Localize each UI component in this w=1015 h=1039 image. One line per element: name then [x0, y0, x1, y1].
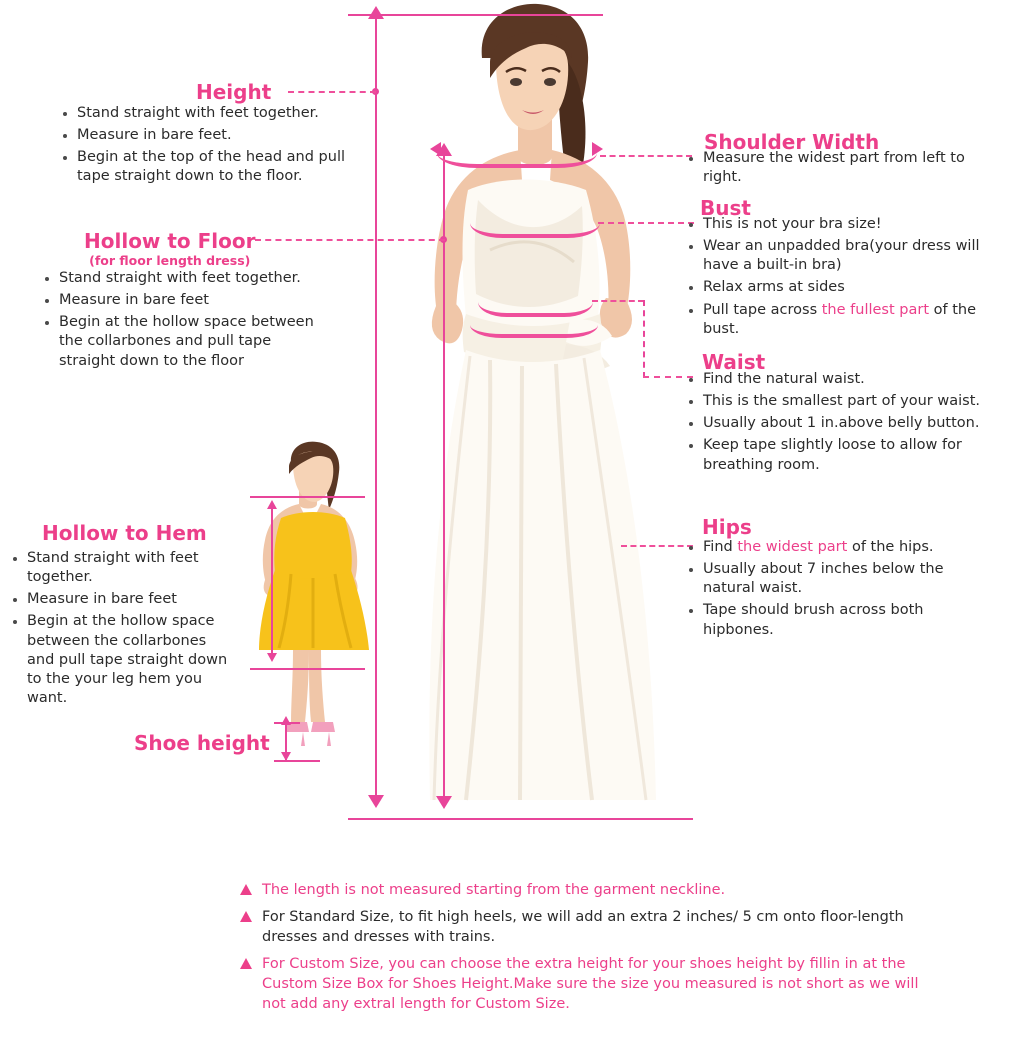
list-item-bust-fullest [688, 301, 1008, 339]
list-item: Usually about 7 inches below the natural waist. [688, 560, 998, 598]
list-item: Keep tape slightly loose to allow for breathing room. [688, 436, 988, 474]
list-item: Stand straight with feet together. [44, 269, 329, 288]
shoulder-width-arrow-left-icon [430, 142, 441, 156]
shoulder-width-bullets [688, 149, 1008, 190]
warning-triangle-icon [240, 884, 252, 895]
shoulder-width-title: Shoulder Width [704, 130, 880, 154]
hollow-to-floor-arrow-down-icon [436, 796, 452, 809]
list-item: Measure in bare feet. [62, 126, 352, 145]
footnote-2 [240, 907, 940, 947]
hips-callout-line [621, 545, 693, 547]
bust-bullets [688, 215, 1008, 342]
bust-last-highlight: the fullest part [821, 301, 930, 318]
height-arrow-down-icon [368, 795, 384, 808]
hips-first-suffix: of the hips. [847, 539, 934, 555]
height-measure-line [375, 16, 377, 806]
shoe-height-title: Shoe height [134, 731, 270, 755]
bust-curve [470, 208, 600, 238]
hollow-to-hem-bottom-cap [250, 668, 365, 670]
footnote-3-text: For Custom Size, you can choose the extra height for your shoes height by fillin in at the Custom Size Box for Shoes Height.Make sure the size you measured is not short as we will not add any extral length for Custom Size. [262, 956, 919, 1012]
list-item: Begin at the top of the head and pull tape straight down to the floor. [62, 148, 352, 186]
hollow-to-hem-measure-line [271, 508, 273, 658]
shoe-height-bottom-cap [274, 760, 320, 762]
height-arrow-up-icon [368, 6, 384, 19]
footnote-1-text: The length is not measured starting from the garment neckline. [262, 882, 726, 898]
hollow-to-hem-bullets [12, 549, 237, 711]
height-title: Height [196, 80, 272, 104]
height-callout-line [288, 91, 376, 93]
height-bullets [62, 104, 352, 190]
hollow-to-floor-bullets [44, 269, 329, 374]
hips-first-highlight: the widest part [737, 539, 848, 555]
height-top-cap [348, 14, 603, 16]
hips-bullets [688, 538, 998, 643]
hollow-to-floor-title [84, 229, 256, 268]
footnote-2-text: For Standard Size, to fit high heels, we will add an extra 2 inches/ 5 cm onto floor-length dresses and dresses with trains. [262, 909, 904, 945]
hollow-to-floor-measure-line [443, 152, 445, 807]
hollow-to-hem-title: Hollow to Hem [42, 521, 207, 545]
list-item: Find the natural waist. [688, 370, 988, 389]
waist-bullets [688, 370, 988, 478]
hollow-to-floor-subtitle: (for floor length dress) [89, 253, 251, 268]
list-item: Stand straight with feet together. [12, 549, 237, 587]
waist-callout-line-2 [643, 376, 693, 378]
hollow-to-hem-top-cap [250, 496, 365, 498]
warning-triangle-icon [240, 911, 252, 922]
list-item: Tape should brush across both hipbones. [688, 601, 998, 639]
list-item: Measure the widest part from left to right. [688, 149, 1008, 187]
list-item: This is not your bra size! [688, 215, 1008, 234]
shoulder-width-callout-line [600, 155, 692, 157]
list-item: This is the smallest part of your waist. [688, 392, 988, 411]
list-item: Measure in bare feet [12, 590, 237, 609]
bust-last-prefix: Pull tape across [703, 301, 822, 318]
hollow-to-floor-title-text: Hollow to Floor [84, 229, 256, 253]
height-bottom-cap [348, 818, 693, 820]
tall-model-illustration [370, 0, 670, 820]
waist-callout-drop [643, 300, 645, 378]
list-item: Measure in bare feet [44, 291, 329, 310]
list-item: Wear an unpadded bra(your dress will have a built-in bra) [688, 237, 1008, 275]
waist-title: Waist [702, 350, 766, 374]
list-item: Relax arms at sides [688, 278, 1008, 297]
hips-first-prefix: Find [703, 539, 738, 555]
footnote-1 [240, 880, 940, 900]
list-item-hips-widest [688, 538, 998, 557]
shoulder-width-arrow-right-icon [592, 142, 603, 156]
footnotes [240, 880, 940, 1021]
hollow-to-floor-callout-line [255, 239, 445, 241]
hollow-to-hem-arrow-down-icon [267, 653, 277, 662]
short-model-illustration [243, 440, 383, 760]
hollow-to-hem-arrow-up-icon [267, 500, 277, 509]
shoulder-width-curve [437, 138, 597, 168]
list-item: Begin at the hollow space between the collarbones and pull tape straight down to the your leg hem you want. [12, 612, 237, 708]
bust-callout-line [598, 222, 694, 224]
list-item: Begin at the hollow space between the collarbones and pull tape straight down to the floor [44, 313, 329, 370]
bust-last-suffix: of the bust. [703, 301, 977, 337]
list-item: Stand straight with feet together. [62, 104, 352, 123]
bust-title: Bust [700, 196, 751, 220]
shoe-height-top-cap [274, 722, 300, 724]
footnote-3 [240, 954, 940, 1014]
warning-triangle-icon [240, 958, 252, 969]
list-item: Usually about 1 in.above belly button. [688, 414, 988, 433]
hips-curve [470, 312, 598, 338]
waist-callout-line [592, 300, 644, 302]
hips-title: Hips [702, 515, 752, 539]
